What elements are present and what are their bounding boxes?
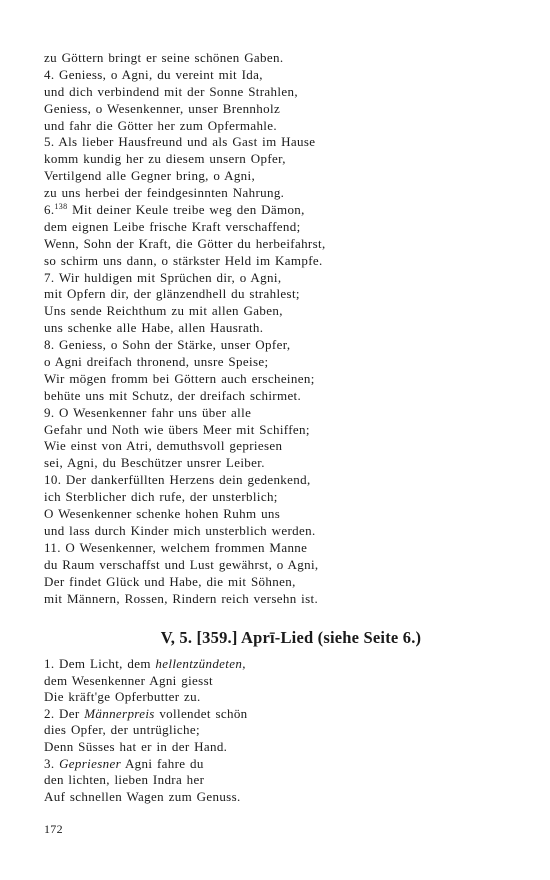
verse-line	[44, 202, 524, 219]
verse-line: sei, Agni, du Beschützer unsrer Leiber.	[44, 455, 265, 471]
verse-line: uns schenke alle Habe, allen Hausrath.	[44, 320, 264, 336]
verse-line	[44, 656, 524, 673]
verse-line-text: dem Wesenkenner Agni giesst	[44, 672, 213, 688]
verse-line: Wie einst von Atri, demuthsvoll gepriesen	[44, 438, 283, 454]
verse-number: 6.	[44, 202, 55, 218]
verse-line-text: Agni fahre du	[121, 755, 204, 771]
page-number: 172	[44, 822, 63, 836]
verse-line-text: den lichten, lieben Indra her	[44, 772, 205, 788]
verse-line: 5. Als lieber Hausfreund und als Gast im Hause	[44, 134, 316, 150]
verse-line: 11. O Wesenkenner, welchem frommen Manne	[44, 539, 308, 555]
verse-emphasis: Gepriesner	[59, 755, 122, 771]
verse-line: 7. Wir huldigen mit Sprüchen dir, o Agni,	[44, 269, 282, 285]
verse-line: Wenn, Sohn der Kraft, die Götter du herbeifahrst,	[44, 235, 326, 251]
verse-line: und dich verbindend mit der Sonne Strahlen,	[44, 83, 298, 99]
verse-line: dem eignen Leibe frische Kraft verschaffend;	[44, 218, 301, 234]
verse-line-text: 1. Dem Licht, dem	[44, 656, 156, 671]
verse-line	[44, 772, 524, 789]
verse-line: Geniess, o Wesenkenner, unser Brennholz	[44, 100, 281, 116]
verse-line: ich Sterblicher dich rufe, der unsterblich;	[44, 489, 278, 505]
verse-line	[44, 739, 524, 756]
verse-line: zu uns herbei der feindgesinnten Nahrung.	[44, 185, 285, 201]
verse-text-bottom	[44, 656, 524, 805]
verse-line: 9. O Wesenkenner fahr uns über alle	[44, 404, 252, 420]
verse-line: mit Opfern dir, der glänzendhell du strahlest;	[44, 286, 300, 302]
verse-line-text: Die kräft'ge Opferbutter zu.	[44, 689, 201, 705]
verse-line: so schirm uns dann, o stärkster Held im Kampfe.	[44, 252, 323, 268]
verse-line-text: vollendet schön	[154, 705, 248, 721]
verse-line: Uns sende Reichthum zu mit allen Gaben,	[44, 303, 283, 319]
verse-line-text: dies Opfer, der untrügliche;	[44, 722, 200, 738]
verse-line: Gefahr und Noth wie übers Meer mit Schiffen;	[44, 421, 310, 437]
verse-line	[44, 756, 524, 773]
verse-line	[44, 722, 524, 739]
verse-line: 10. Der dankerfüllten Herzens dein gedenkend,	[44, 472, 311, 488]
verse-line: komm kundig her zu diesem unsern Opfer,	[44, 151, 286, 167]
verse-line: Vertilgend alle Gegner bring, o Agni,	[44, 168, 256, 184]
verse-line: und lass durch Kinder mich unsterblich werden.	[44, 522, 316, 538]
verse-line: 4. Geniess, o Agni, du vereint mit Ida,	[44, 66, 263, 82]
verse-line: O Wesenkenner schenke hohen Ruhm uns	[44, 506, 281, 522]
verse-line-text: Mit deiner Keule treibe weg den Dämon,	[67, 202, 305, 218]
verse-line: Der findet Glück und Habe, die mit Söhnen,	[44, 573, 296, 589]
verse-line-text: Denn Süsses hat er in der Hand.	[44, 738, 228, 754]
verse-line	[44, 673, 524, 690]
verse-emphasis: hellentzündeten,	[155, 656, 246, 671]
verse-line-text: 3.	[44, 755, 60, 771]
verse-line	[44, 706, 524, 723]
verse-line-text: 2. Der	[44, 705, 85, 721]
verse-line	[44, 789, 524, 806]
section-heading: V, 5. [359.] Aprī-Lied (siehe Seite 6.)	[160, 628, 422, 647]
footnote-marker[interactable]: 138	[54, 202, 68, 212]
verse-line: und fahr die Götter her zum Opfermahle.	[44, 117, 277, 133]
verse-line: mit Männern, Rossen, Rindern reich versehn ist.	[44, 590, 319, 606]
verse-line: zu Göttern bringt er seine schönen Gaben.	[44, 50, 284, 65]
verse-text-top	[44, 50, 524, 607]
verse-line	[44, 689, 524, 706]
verse-line-text: Auf schnellen Wagen zum Genuss.	[44, 788, 241, 804]
verse-line: behüte uns mit Schutz, der dreifach schirmet.	[44, 387, 302, 403]
verse-line: 8. Geniess, o Sohn der Stärke, unser Opfer,	[44, 337, 291, 353]
verse-line: o Agni dreifach thronend, unsre Speise;	[44, 354, 269, 370]
verse-line: du Raum verschaffst und Lust gewährst, o Agni,	[44, 556, 319, 572]
verse-emphasis: Männerpreis	[84, 705, 155, 721]
verse-line: Wir mögen fromm bei Göttern auch erscheinen;	[44, 370, 315, 386]
